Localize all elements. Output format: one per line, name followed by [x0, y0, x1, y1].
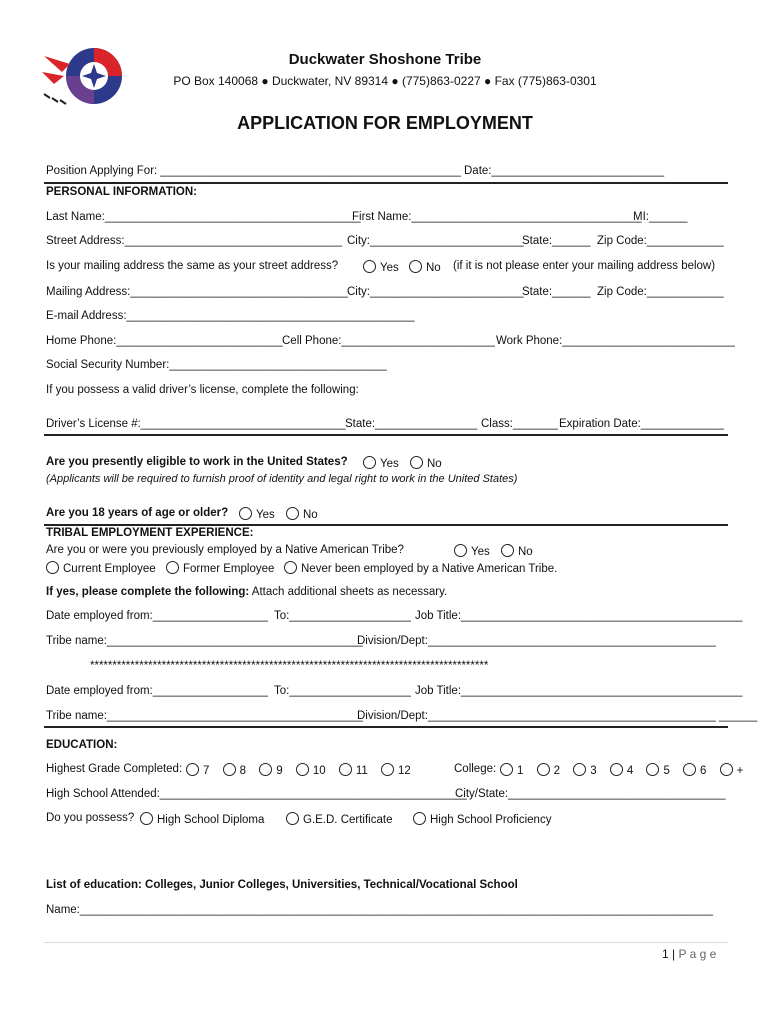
college-label: College:: [454, 763, 497, 775]
to-field-2[interactable]: To:___________________: [274, 685, 411, 697]
if-yes-instruction: If yes, please complete the following: Attach additional sheets as necessary.: [46, 586, 448, 598]
radio-icon: [339, 763, 352, 776]
list-education-heading: List of education: Colleges, Junior Colleges, Universities, Technical/Vocational School: [46, 879, 518, 891]
former-employee-option[interactable]: Former Employee: [166, 561, 274, 575]
tribal-yes-option[interactable]: Yes: [454, 544, 490, 558]
radio-icon: [363, 456, 376, 469]
radio-icon: [500, 763, 513, 776]
license-class-field[interactable]: Class:_______: [481, 418, 558, 430]
license-intro: If you possess a valid driver’s license, complete the following:: [46, 384, 359, 396]
college-option[interactable]: 1: [500, 765, 523, 777]
eligible-yes-option[interactable]: Yes: [363, 456, 399, 470]
radio-icon: [239, 507, 252, 520]
job-title-field-2[interactable]: Job Title:____________________________________________: [415, 685, 743, 697]
org-name: Duckwater Shoshone Tribe: [288, 51, 482, 68]
mailing-city-field[interactable]: City:________________________: [347, 286, 524, 298]
grade-option[interactable]: 7: [186, 765, 209, 777]
tribal-no-option[interactable]: No: [501, 544, 533, 558]
footer-divider: [44, 942, 728, 943]
eligible-no-option[interactable]: No: [410, 456, 442, 470]
radio-icon: [537, 763, 550, 776]
date-employed-field-2[interactable]: Date employed from:__________________: [46, 685, 268, 697]
radio-icon: [410, 456, 423, 469]
section-education: EDUCATION:: [46, 739, 118, 751]
radio-icon: [413, 812, 426, 825]
position-field[interactable]: Position Applying For: _______________________________________________: [46, 165, 462, 177]
grade-option[interactable]: 11: [339, 765, 368, 777]
radio-icon: [186, 763, 199, 776]
radio-icon: [223, 763, 236, 776]
radio-icon: [166, 561, 179, 574]
state-field[interactable]: State:______: [522, 235, 591, 247]
zip-field[interactable]: Zip Code:____________: [597, 235, 724, 247]
eligible-question: Are you presently eligible to work in the United States?: [46, 456, 348, 468]
never-employed-option[interactable]: Never been employed by a Native American Tribe.: [284, 561, 557, 575]
divider: [44, 726, 728, 728]
division-field-2[interactable]: Division/Dept:_____________________________________________ ______: [357, 710, 758, 722]
radio-icon: [363, 260, 376, 273]
home-phone-field[interactable]: Home Phone:__________________________: [46, 335, 283, 347]
radio-icon: [720, 763, 733, 776]
mi-field[interactable]: MI:______: [633, 211, 688, 223]
high-school-field[interactable]: High School Attended:________________________________________________: [46, 788, 467, 800]
mailing-state-field[interactable]: State:______: [522, 286, 591, 298]
city-field[interactable]: City:________________________: [347, 235, 524, 247]
highest-grade-label: Highest Grade Completed:: [46, 763, 183, 775]
page-title: APPLICATION FOR EMPLOYMENT: [237, 113, 533, 133]
radio-icon: [140, 812, 153, 825]
college-option[interactable]: 4: [610, 765, 633, 777]
college-options[interactable]: [500, 763, 753, 777]
current-employee-option[interactable]: Current Employee: [46, 561, 156, 575]
eligible-note: (Applicants will be required to furnish proof of identity and legal right to work in the United States): [46, 473, 518, 485]
mailing-note: (if it is not please enter your mailing address below): [453, 260, 716, 272]
grade-option[interactable]: 12: [381, 765, 411, 777]
to-field[interactable]: To:___________________: [274, 610, 411, 622]
age-question: Are you 18 years of age or older?: [46, 507, 229, 519]
date-employed-field[interactable]: Date employed from:__________________: [46, 610, 268, 622]
diploma-option[interactable]: High School Diploma: [140, 812, 264, 826]
radio-icon: [454, 544, 467, 557]
mailing-yes-option[interactable]: Yes: [363, 260, 399, 274]
possess-label: Do you possess?: [46, 812, 135, 824]
radio-icon: [501, 544, 514, 557]
mailing-address-field[interactable]: Mailing Address:__________________________________: [46, 286, 348, 298]
radio-icon: [286, 812, 299, 825]
grade-option[interactable]: 10: [296, 765, 326, 777]
tribe-name-field[interactable]: Tribe name:________________________________________: [46, 635, 363, 647]
education-name-field[interactable]: Name:___________________________________________________________________________________________________: [46, 904, 714, 916]
radio-icon: [381, 763, 394, 776]
college-option[interactable]: 5: [646, 765, 669, 777]
page-number: 1 | P a g e: [662, 947, 717, 961]
separator-stars: *****************************************************************************************: [90, 660, 489, 672]
grade-option[interactable]: 8: [223, 765, 246, 777]
ged-option[interactable]: G.E.D. Certificate: [286, 812, 392, 826]
license-state-field[interactable]: State:________________: [345, 418, 478, 430]
college-option[interactable]: 2: [537, 765, 560, 777]
org-address: PO Box 140068 ● Duckwater, NV 89314 ● (775)863-0227 ● Fax (775)863-0301: [173, 74, 597, 88]
radio-icon: [296, 763, 309, 776]
divider: [44, 434, 728, 436]
section-tribal: TRIBAL EMPLOYMENT EXPERIENCE:: [46, 527, 254, 539]
mailing-no-option[interactable]: No: [409, 260, 441, 274]
divider: [44, 182, 728, 184]
radio-icon: [610, 763, 623, 776]
tribe-name-field-2[interactable]: Tribe name:________________________________________: [46, 710, 363, 722]
grade-option[interactable]: 9: [259, 765, 282, 777]
radio-icon: [573, 763, 586, 776]
cell-phone-field[interactable]: Cell Phone:________________________: [282, 335, 495, 347]
proficiency-option[interactable]: High School Proficiency: [413, 812, 551, 826]
division-field[interactable]: Division/Dept:_____________________________________________: [357, 635, 716, 647]
city-state-field[interactable]: City/State:__________________________________: [455, 788, 726, 800]
radio-icon: [683, 763, 696, 776]
mailing-zip-field[interactable]: Zip Code:____________: [597, 286, 724, 298]
section-personal: PERSONAL INFORMATION:: [46, 186, 197, 198]
college-option[interactable]: 3: [573, 765, 596, 777]
license-expiration-field[interactable]: Expiration Date:_____________: [559, 418, 724, 430]
tribal-question: Are you or were you previously employed by a Native American Tribe?: [46, 544, 404, 556]
ssn-field[interactable]: Social Security Number:__________________________________: [46, 359, 387, 371]
radio-icon: [259, 763, 272, 776]
divider: [44, 524, 728, 526]
mailing-question: Is your mailing address the same as your street address?: [46, 260, 339, 272]
radio-icon: [284, 561, 297, 574]
radio-icon: [286, 507, 299, 520]
street-field[interactable]: Street Address:__________________________________: [46, 235, 343, 247]
date-field[interactable]: Date:___________________________: [464, 165, 665, 177]
last-name-field[interactable]: Last Name:________________________________________: [46, 211, 361, 223]
radio-icon: [46, 561, 59, 574]
email-field[interactable]: E-mail Address:_____________________________________________: [46, 310, 415, 322]
work-phone-field[interactable]: Work Phone:___________________________: [496, 335, 735, 347]
college-option[interactable]: +: [720, 765, 744, 777]
license-number-field[interactable]: Driver’s License #:________________________________: [46, 418, 346, 430]
grade-options[interactable]: [186, 763, 421, 777]
job-title-field[interactable]: Job Title:____________________________________________: [415, 610, 743, 622]
college-option[interactable]: 6: [683, 765, 706, 777]
radio-icon: [646, 763, 659, 776]
age-no-option[interactable]: No: [286, 507, 318, 521]
first-name-field[interactable]: First Name:____________________________________: [352, 211, 642, 223]
age-yes-option[interactable]: Yes: [239, 507, 275, 521]
radio-icon: [409, 260, 422, 273]
